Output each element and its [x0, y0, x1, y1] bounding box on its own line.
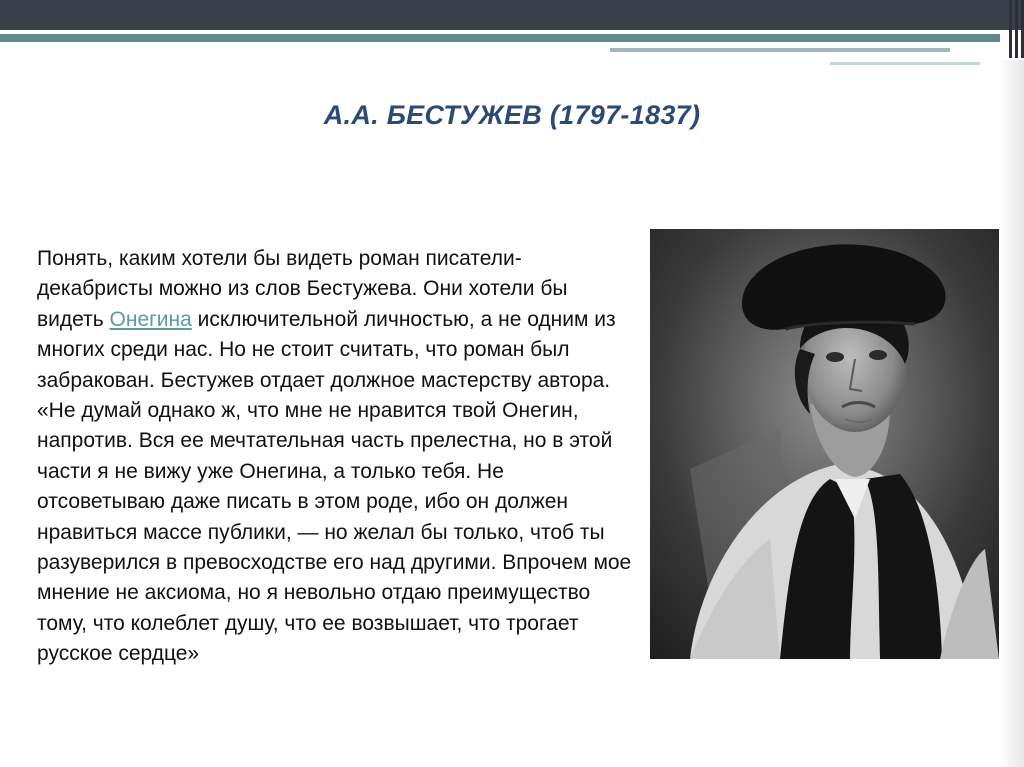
slide-body-text: [37, 244, 637, 670]
onegin-link[interactable]: Онегина: [109, 307, 192, 331]
top-decorative-bar: [0, 0, 1024, 30]
accent-stripe-tertiary: [830, 62, 980, 65]
body-text-part-1: Понять, каким хотели бы видеть роман писатели-декабристы можно из слов Бестужева. Они хотели бы видеть: [37, 247, 568, 331]
corner-decoration: [994, 0, 1024, 60]
accent-stripe-secondary: [610, 48, 950, 52]
bestuzhev-portrait: [650, 229, 999, 659]
slide-title: А.А. БЕСТУЖЕВ (1797-1837): [323, 100, 701, 130]
body-text-part-2: исключительной личностью, а не одним из многих среди нас. Но не стоит считать, что роман был забракован. Бестужев отдает должное мастерству автора. «Не думай однако ж, что мне не нравится твой Онегин, напротив. Вся ее мечтательная часть прелестна, но в этой части я не вижу уже Онегина, а только тебя. Не отсоветываю даже писать в этом роде, ибо он должен нравиться массе публики, — но желал бы только, чтоб ты разуверился в превосходстве его над другими. Впрочем мое мнение не аксиома, но я невольно отдаю преимущество тому, что колеблет душу, что ее возвышает, что трогает русское сердце»: [37, 307, 632, 666]
right-edge-shadow: [1000, 60, 1024, 767]
accent-stripe: [0, 34, 1000, 42]
portrait-image: [650, 229, 999, 659]
